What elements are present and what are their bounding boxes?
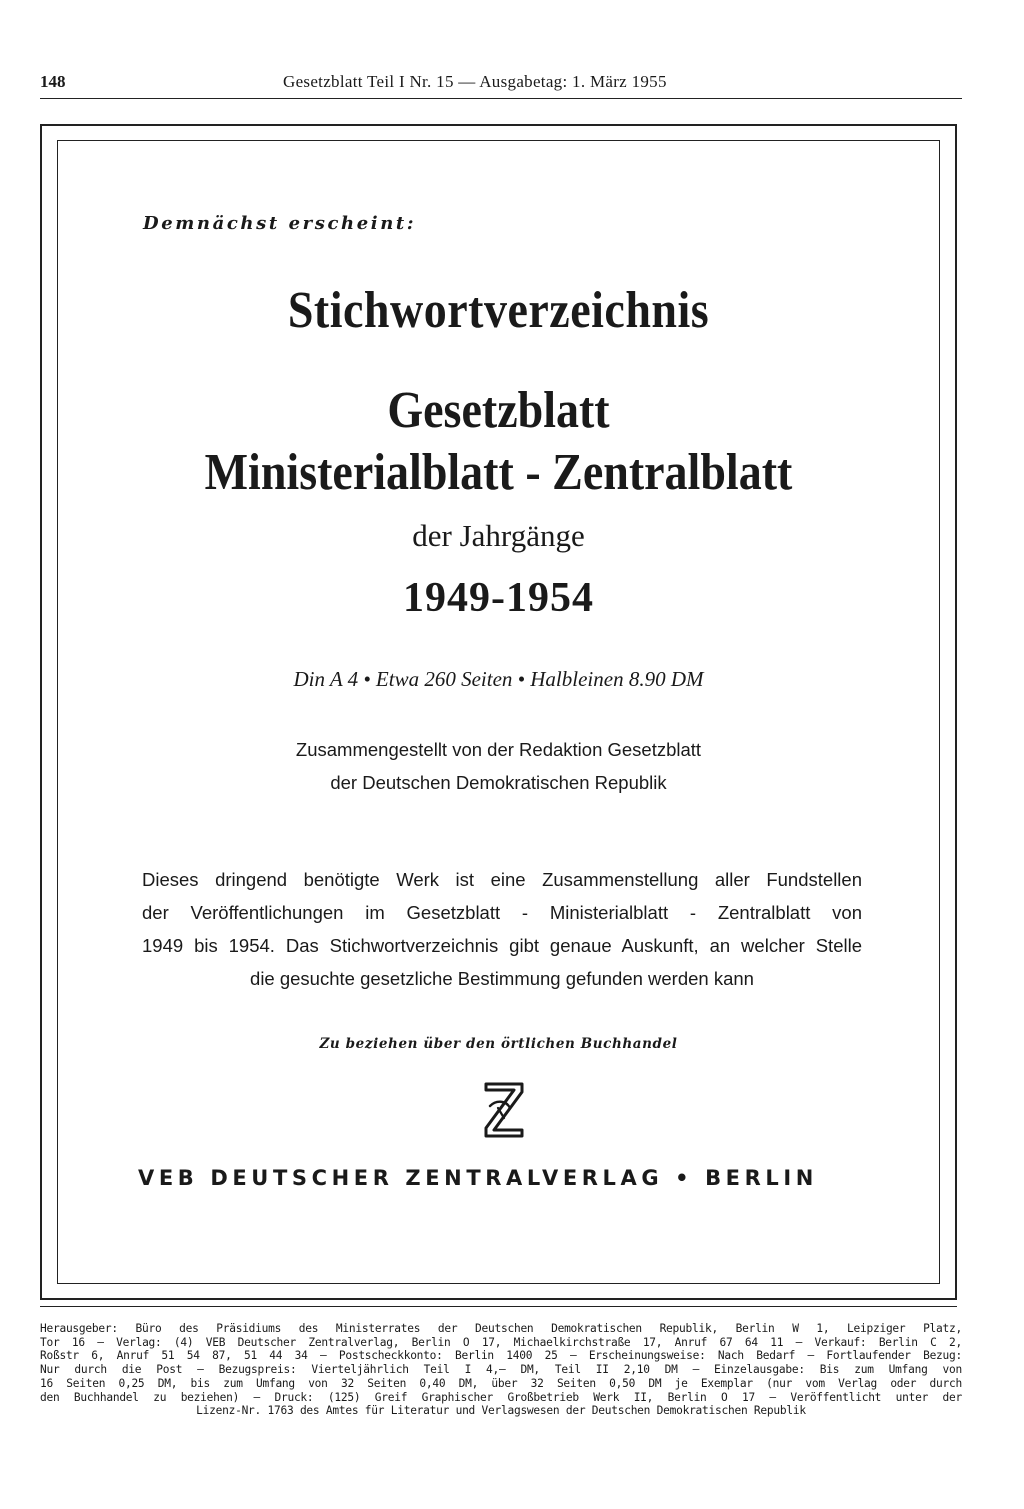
page-number: 148 xyxy=(40,72,66,91)
imprint-line: Herausgeber: Büro des Präsidiums des Ministerrates der Deutschen Demokratischen Republik, Berlin W 1, Leipziger Platz, xyxy=(40,1322,962,1335)
ad-title: Stichwortverzeichnis xyxy=(287,280,710,339)
zentralverlag-logo-icon xyxy=(476,1078,532,1142)
publisher-line: VEB DEUTSCHER ZENTRALVERLAG • BERLIN xyxy=(138,1166,818,1190)
compiled-by xyxy=(57,733,940,799)
ad-title-jahrgaenge: der Jahrgänge xyxy=(412,518,585,553)
imprint-line: 16 Seiten 0,25 DM, bis zum Umfang von 32 Seiten 0,40 DM, über 32 Seiten 0,50 DM je Exemplar (nur vom Verlag oder durch xyxy=(40,1376,962,1390)
imprint-line: Nur durch die Post — Bezugspreis: Vierteljährlich Teil I 4,— DM, Teil II 2,10 DM — Einzelausgabe: Bis zum Umfang von xyxy=(40,1363,962,1377)
imprint-line: Tor 16 — Verlag: (4) VEB Deutscher Zentralverlag, Berlin O 17, Michaelkirchstraße 17, Anruf 67 64 11 — Verkauf: Berlin C 2, xyxy=(40,1335,962,1349)
description-line: Dieses dringend benötigte Werk ist eine Zusammenstellung aller Fundstellen xyxy=(142,869,862,890)
page-header xyxy=(40,72,962,99)
imprint-block xyxy=(40,1322,962,1418)
book-specs: Din A 4 • Etwa 260 Seiten • Halbleinen 8.90 DM xyxy=(293,667,704,691)
imprint-line: den Buchhandel zu beziehen) — Druck: (125) Greif Graphischer Großbetrieb Werk II, Berlin O 17 — Veröffentlicht unter der xyxy=(40,1390,962,1404)
description-paragraph xyxy=(142,863,862,995)
ad-title-ministerialblatt: Ministerialblatt - Zentralblatt xyxy=(204,442,793,501)
compiled-by-line: Zusammengestellt von der Redaktion Gesetzblatt xyxy=(295,739,702,760)
imprint-line: Lizenz-Nr. 1763 des Amtes für Literatur und Verlagswesen der Deutschen Demokratischen Republik xyxy=(196,1404,806,1418)
ad-title-gesetzblatt: Gesetzblatt xyxy=(387,380,610,439)
ad-years: 1949-1954 xyxy=(403,575,594,621)
imprint-divider xyxy=(40,1306,957,1307)
description-line: 1949 bis 1954. Das Stichwortverzeichnis gibt genaue Auskunft, an welcher Stelle xyxy=(142,935,862,956)
compiled-by-line: der Deutschen Demokratischen Republik xyxy=(330,772,667,793)
running-title: Gesetzblatt Teil I Nr. 15 — Ausgabetag: 1. März 1955 xyxy=(283,72,667,91)
availability-note: Zu beziehen über den örtlichen Buchhandel xyxy=(319,1036,678,1052)
coming-soon-label: Demnächst erscheint: xyxy=(143,213,417,234)
description-line: der Veröffentlichungen im Gesetzblatt - Ministerialblatt - Zentralblatt von xyxy=(142,902,862,923)
imprint-line: Roßstr 6, Anruf 51 54 87, 51 44 34 — Postscheckkonto: Berlin 1400 25 — Erscheinungsweise: Nach Bedarf — Fortlaufender Bezug: xyxy=(40,1349,962,1363)
description-line: die gesuchte gesetzliche Bestimmung gefunden werden kann xyxy=(250,968,754,989)
